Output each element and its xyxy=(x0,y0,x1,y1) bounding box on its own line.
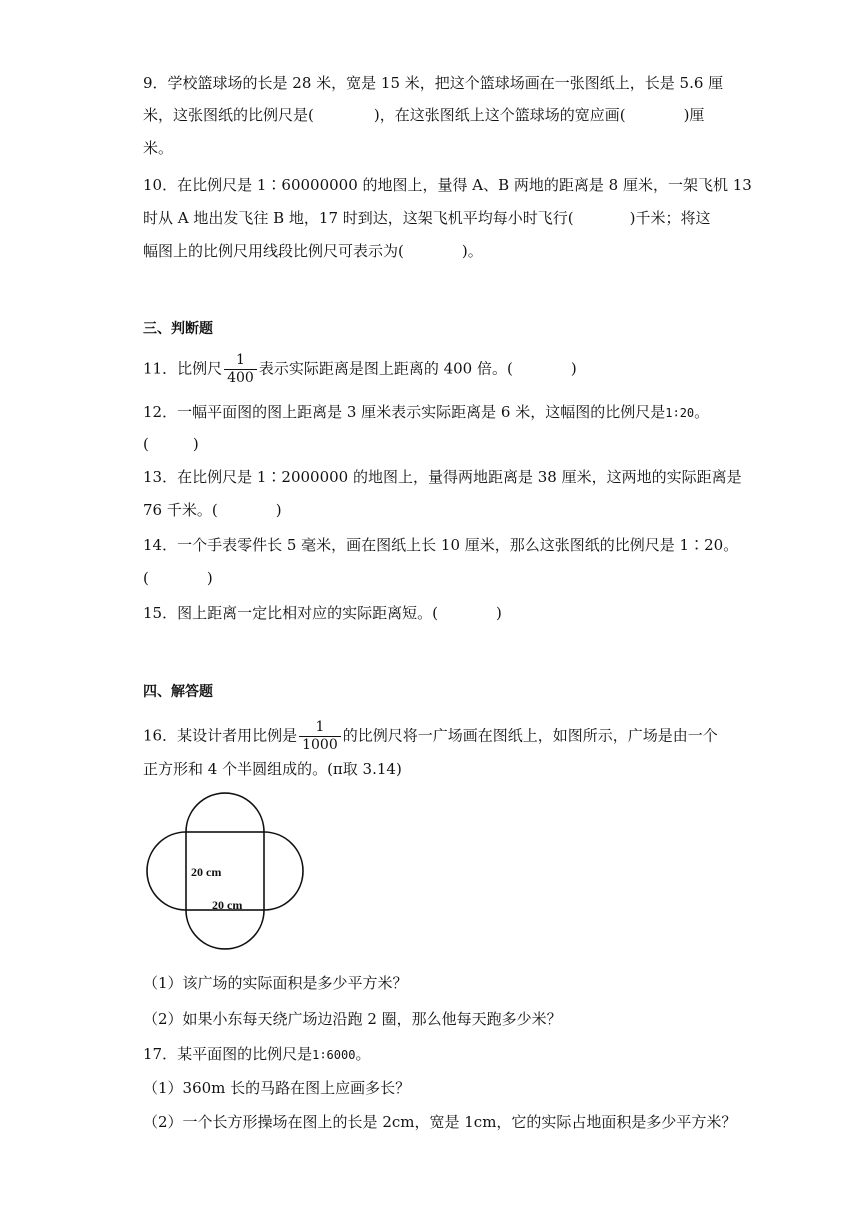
q13-text-b: ) xyxy=(275,501,282,519)
q10-line3 xyxy=(143,240,483,262)
plaza-label-side: 20 cm xyxy=(191,865,222,879)
q14-line1: 14．一个手表零件长 5 毫米，画在图纸上长 10 厘米，那么这张图纸的比例尺是 1∶20。 xyxy=(143,536,739,554)
plaza-semicircle-right xyxy=(264,832,303,910)
section-heading-judgement: 三、判断题 xyxy=(143,321,213,337)
q16-text-b: 的比例尺将一广场画在图纸上，如图所示，广场是由一个 xyxy=(342,726,718,745)
q11-fraction xyxy=(224,352,257,387)
q12-line2 xyxy=(143,433,199,455)
q16-fraction xyxy=(299,719,341,754)
q17-part2: （2）一个长方形操场在图上的长是 2cm，宽是 1cm，它的实际占地面积是多少平方米？ xyxy=(143,1113,737,1131)
q16-part2: （2）如果小东每天绕广场边沿跑 2 圈，那么他每天跑多少米？ xyxy=(143,1010,562,1028)
q16-text-a: 16．某设计者用比例是 xyxy=(143,726,298,745)
section-heading-solve: 四、解答题 xyxy=(143,684,213,700)
q16-line2: 正方形和 4 个半圆组成的。(π取 3.14) xyxy=(143,760,402,778)
q10-text-a: 时从 A 地出发飞往 B 地，17 时到达，这架飞机平均每小时飞行( xyxy=(143,209,574,227)
q11-text-a: 11．比例尺 xyxy=(143,359,223,378)
q13-line1: 13．在比例尺是 1∶2000000 的地图上，量得两地距离是 38 厘米，这两地的实际距离是 xyxy=(143,468,742,486)
q11-denominator: 400 xyxy=(227,370,254,386)
q14-paren-close: ) xyxy=(206,569,213,587)
q9-text-a: 米，这张图纸的比例尺是( xyxy=(143,106,314,124)
q10-line2 xyxy=(143,207,711,229)
q9-text-c: )厘 xyxy=(683,106,705,124)
q9-text-b: )，在这张图纸上这个篮球场的宽应画( xyxy=(373,106,626,124)
q13-line2 xyxy=(143,499,282,521)
q9-line3: 米。 xyxy=(143,139,174,157)
q14-paren-open: ( xyxy=(143,569,149,587)
q12-text-a: 12．一幅平面图的图上距离是 3 厘米表示实际距离是 6 米，这幅图的比例尺是 xyxy=(143,403,666,421)
q17-part1: （1）360m 长的马路在图上应画多长？ xyxy=(143,1079,411,1097)
q12-text-b: 。 xyxy=(694,403,710,421)
q15-text-a: 15．图上距离一定比相对应的实际距离短。( xyxy=(143,604,438,622)
q10-text-d: )。 xyxy=(461,242,483,260)
q9-line1: 9．学校篮球场的长是 28 米，宽是 15 米，把这个篮球场画在一张图纸上，长是 5.6 厘 xyxy=(143,74,724,92)
q16-part1: （1）该广场的实际面积是多少平方米？ xyxy=(143,974,408,992)
q16-numerator: 1 xyxy=(299,719,341,737)
q15 xyxy=(143,602,502,624)
plaza-semicircle-bottom xyxy=(186,910,264,949)
q12-paren-open: ( xyxy=(143,435,149,453)
q13-text-a: 76 千米。( xyxy=(143,501,218,519)
q14-line2 xyxy=(143,567,213,589)
q17-text-b: 。 xyxy=(355,1045,371,1063)
q9-line2 xyxy=(143,104,704,126)
plaza-figure xyxy=(146,790,306,962)
plaza-semicircle-left xyxy=(147,832,186,910)
plaza-label-bottom: 20 cm xyxy=(212,898,243,912)
q11-text-c: ) xyxy=(570,359,577,378)
q17-ratio: 1∶6000 xyxy=(312,1048,356,1062)
q11-text-b: 表示实际距离是图上距离的 400 倍。( xyxy=(258,359,513,378)
q12-line1 xyxy=(143,401,709,424)
q10-line1: 10．在比例尺是 1∶60000000 的地图上，量得 A、B 两地的距离是 8 厘米，一架飞机 13 xyxy=(143,176,752,194)
q16-line1 xyxy=(143,719,718,754)
plaza-semicircle-top xyxy=(186,793,264,832)
q11 xyxy=(143,352,577,387)
q15-text-b: ) xyxy=(495,604,502,622)
q10-text-c: 幅图上的比例尺用线段比例尺可表示为( xyxy=(143,242,404,260)
q12-paren-close: ) xyxy=(192,435,199,453)
q12-ratio: 1∶20 xyxy=(665,406,695,420)
q16-denominator: 1000 xyxy=(302,737,338,753)
q11-numerator: 1 xyxy=(224,352,257,370)
q17-line1 xyxy=(143,1043,370,1066)
q17-text-a: 17．某平面图的比例尺是 xyxy=(143,1045,313,1063)
q10-text-b: )千米；将这 xyxy=(629,209,711,227)
